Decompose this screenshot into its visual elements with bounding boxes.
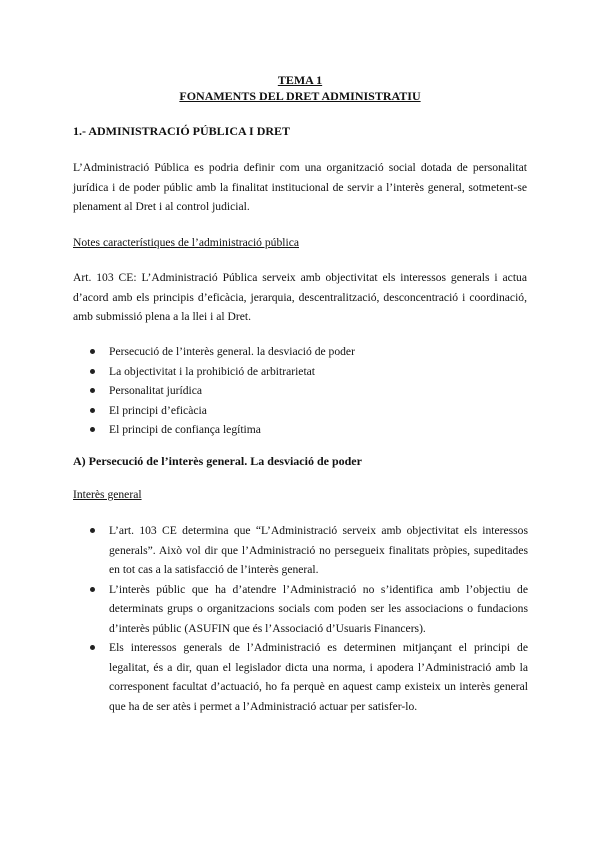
bullet-icon	[90, 349, 95, 354]
list-item	[90, 401, 530, 421]
bullet-icon	[90, 587, 95, 592]
list-item	[90, 638, 528, 716]
notes-list	[90, 342, 530, 440]
notes-heading: Notes característiques de l’administració pública	[73, 236, 299, 249]
bullet-icon	[90, 369, 95, 374]
bullet-icon	[90, 645, 95, 650]
bullet-icon	[90, 528, 95, 533]
art-103-paragraph: Art. 103 CE: L’Administració Pública serveix amb objectivitat els interessos generals i actua d’acord amb els principis d’eficàcia, jerarquia, descentralització, desconcentració i coordinació, amb submissió plena a la llei i al Dret.	[73, 271, 527, 323]
section-a-heading: A) Persecució de l’interès general. La desviació de poder	[73, 454, 362, 468]
list-item-text: El principi d’eficàcia	[109, 403, 207, 417]
list-item-text: Persecució de l’interès general. la desviació de poder	[109, 345, 355, 358]
bullet-icon	[90, 408, 95, 413]
section-1-heading: 1.- ADMINISTRACIÓ PÚBLICA I DRET	[73, 124, 291, 138]
list-item-text: L’interès públic que ha d’atendre l’Administració no s’identifica amb l’objectiu de determinats grups o organitzacions socials com poden ser les associacions o fundacions d’interès públic (ASUFIN que és l’Associació d’Usuaris Financers).	[109, 582, 528, 635]
list-item-text: El principi de confiança legítima	[109, 423, 261, 436]
bullet-icon	[90, 388, 95, 393]
document-subtitle: FONAMENTS DEL DRET ADMINISTRATIU	[179, 89, 421, 103]
title-block	[73, 72, 527, 104]
list-item	[90, 580, 528, 639]
list-item	[90, 362, 530, 382]
list-item	[90, 381, 530, 401]
list-item	[90, 521, 528, 580]
bullet-icon	[90, 427, 95, 432]
tema-title: TEMA 1	[277, 73, 323, 87]
definition-paragraph: L’Administració Pública es podria definir com una organització social dotada de personalitat jurídica i de poder públic amb la finalitat institucional de servir a l’interès general, sotmetent-se plenament al Dret i al control judicial.	[73, 161, 527, 213]
list-item	[90, 420, 530, 440]
list-item-text: L’art. 103 CE determina que “L’Administració serveix amb objectivitat els interessos generals”. Això vol dir que l’Administració no persegueix finalitats pròpies, supeditades en tot cas a la satisfacció de l’interès general.	[109, 524, 528, 576]
interes-general-list	[90, 521, 528, 716]
list-item-text: La objectivitat i la prohibició de arbitrarietat	[109, 364, 316, 378]
list-item-text: Els interessos generals de l’Administració es determinen mitjançant el principi de legalitat, és a dir, quan el legislador dicta una norma, i apodera l’Administració amb la corresponent facultat d’actuació, ho fa perquè en aquest camp existeix un interès general que ha de ser atès i permet a l’Administració actuar per satisfer-lo.	[109, 641, 528, 713]
list-item-text: Personalitat jurídica	[109, 384, 203, 397]
interes-general-subheading: Interès general	[73, 488, 142, 501]
list-item	[90, 342, 530, 362]
